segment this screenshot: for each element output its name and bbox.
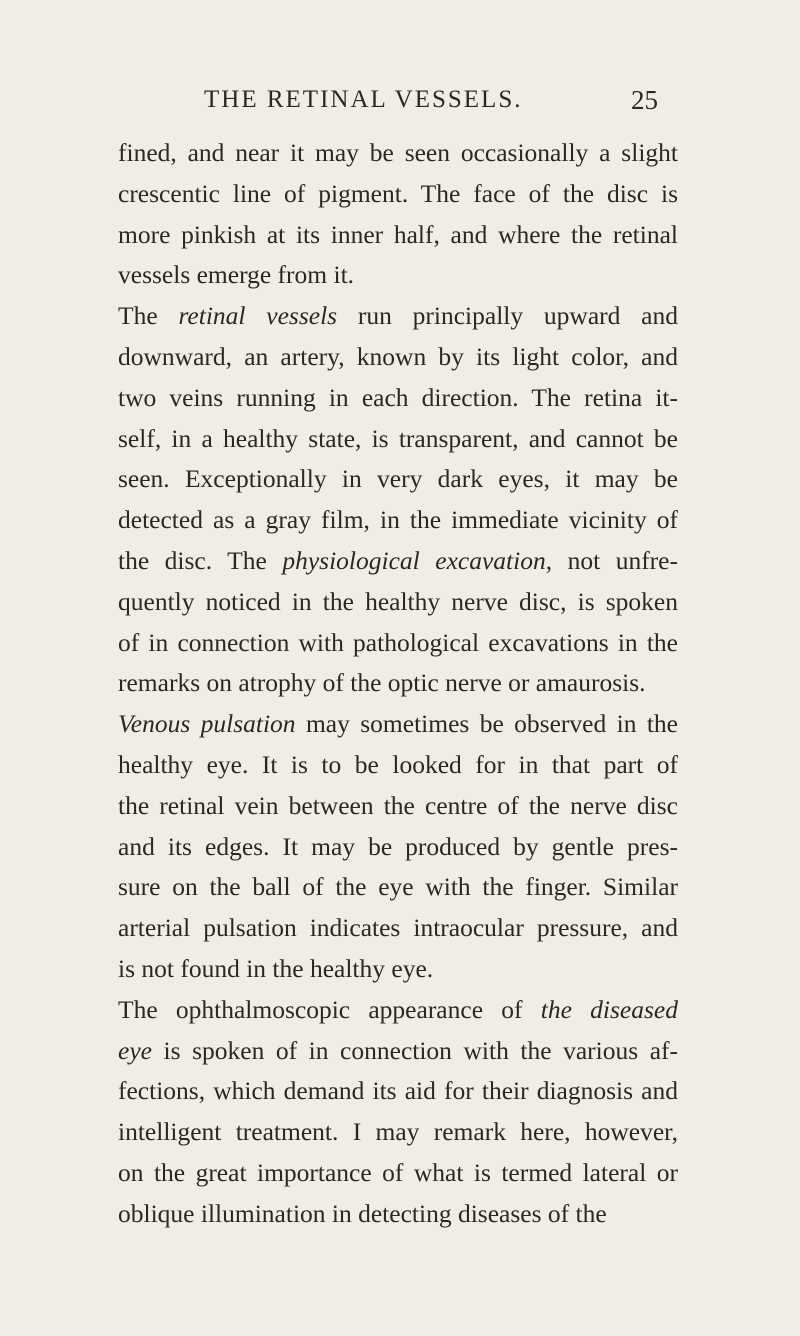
text-line [118, 378, 678, 419]
text-run: remarks on atrophy of the optic nerve or amaurosis. [118, 668, 646, 698]
text-run: oblique illumination in detecting diseases of the [118, 1198, 607, 1228]
text-run: is not found in the healthy eye. [118, 953, 434, 983]
text-line [118, 704, 678, 745]
text-line [118, 1153, 678, 1194]
text-run: fined, and near it may be seen occasionally a slight [118, 138, 678, 167]
text-line [118, 541, 678, 582]
text-line [118, 500, 678, 541]
text-run: The [118, 301, 179, 331]
text-line [118, 745, 678, 786]
text-run: vessels emerge from it. [118, 260, 355, 290]
text-line [118, 419, 678, 460]
text-line [118, 1031, 678, 1072]
text-run: quently noticed in the healthy nerve disc, is spoken [118, 586, 678, 616]
text-line [118, 623, 678, 664]
text-run: sure on the ball of the eye with the finger. Similar [118, 872, 678, 902]
text-run: self, in a healthy state, is transparent, and cannot be [118, 423, 678, 453]
text-line [118, 1112, 678, 1153]
text-line [118, 459, 678, 500]
page-header [118, 80, 658, 120]
running-head: THE RETINAL VESSELS. [204, 86, 523, 113]
italic-phrase: physiological excavation [282, 545, 546, 575]
text-run: run principally upward and [337, 301, 678, 331]
text-run: the disc. The [118, 545, 283, 575]
text-run: healthy eye. It is to be looked for in that part of [118, 749, 678, 779]
text-line [118, 296, 678, 337]
text-run: two veins running in each direction. The retina it- [118, 382, 678, 412]
text-line [118, 908, 678, 949]
text-line [118, 827, 678, 868]
text-run: crescentic line of pigment. The face of the disc is [118, 178, 678, 208]
text-run: is spoken of in connection with the various af- [151, 1035, 678, 1065]
text-run: downward, an artery, known by its light color, and [118, 341, 678, 371]
text-line [118, 867, 678, 908]
text-run: intelligent treatment. I may remark here, however, [118, 1117, 678, 1147]
text-run: , not unfre- [545, 545, 678, 575]
italic-phrase: eye [118, 1035, 152, 1065]
text-line [118, 786, 678, 827]
italic-phrase: retinal vessels [178, 301, 338, 331]
text-run: on the great importance of what is termed lateral or [118, 1157, 678, 1187]
body-text [118, 133, 678, 1235]
text-run: and its edges. It may be produced by gentle pres- [118, 831, 678, 861]
text-run: arterial pulsation indicates intraocular pressure, and [118, 913, 678, 943]
text-run: the retinal vein between the centre of the nerve disc [118, 790, 678, 820]
text-run: seen. Exceptionally in very dark eyes, it may be [118, 464, 678, 494]
text-run: The ophthalmoscopic appearance of [118, 994, 541, 1024]
text-run: detected as a gray film, in the immediate vicinity of [118, 505, 678, 535]
text-run: of in connection with pathological excavations in the [118, 627, 678, 657]
text-line [118, 215, 678, 256]
italic-phrase: the diseased [540, 994, 678, 1024]
text-line [118, 663, 678, 704]
text-line [118, 949, 678, 990]
text-line [118, 990, 678, 1031]
text-line [118, 1071, 678, 1112]
text-run: fections, which demand its aid for their diagnosis and [118, 1076, 678, 1106]
text-line [118, 582, 678, 623]
text-run: more pinkish at its inner half, and where the retinal [118, 219, 678, 249]
page-number: 25 [631, 85, 658, 115]
text-line [118, 1194, 678, 1235]
italic-phrase: Venous pulsation [118, 709, 296, 739]
text-line [118, 174, 678, 215]
text-line [118, 337, 678, 378]
text-line [118, 255, 678, 296]
text-run: may sometimes be observed in the [295, 709, 678, 739]
text-line [118, 133, 678, 174]
